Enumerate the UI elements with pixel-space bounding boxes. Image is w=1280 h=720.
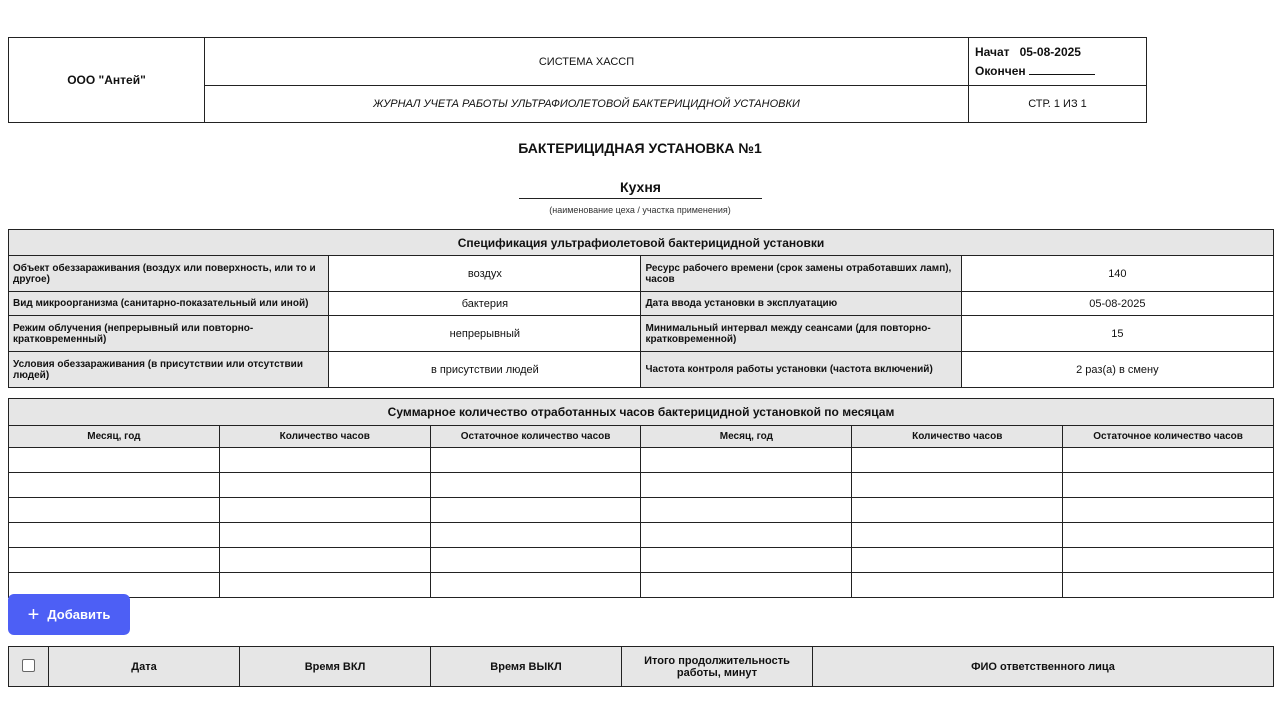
table-cell[interactable] [641,573,852,598]
hours-caption: Суммарное количество отработанных часов бактерицидной установкой по месяцам [9,399,1274,426]
spec-value: непрерывный [329,316,641,352]
table-cell[interactable] [430,523,641,548]
table-cell[interactable] [430,573,641,598]
table-cell[interactable] [9,473,220,498]
table-cell[interactable] [1063,573,1274,598]
started-date: 05-08-2025 [1019,44,1081,59]
table-cell[interactable] [852,473,1063,498]
spec-value: 15 [961,316,1273,352]
journal-dates [969,38,1147,86]
select-all-cell [9,647,49,687]
column-header-duration: Итого продолжительность работы, минут [622,647,813,687]
spec-label: Минимальный интервал между сеансами (для повторно-кратковременной) [641,316,961,352]
page-title: БАКТЕРИЦИДНАЯ УСТАНОВКА №1 [518,140,762,156]
spec-value: 140 [961,256,1273,292]
table-cell[interactable] [1063,448,1274,473]
spec-row [9,256,1274,292]
select-all-checkbox[interactable] [22,659,35,672]
column-header-responsible: ФИО ответственного лица [813,647,1274,687]
spec-row [9,316,1274,352]
log-table [8,646,1274,687]
table-cell[interactable] [219,523,430,548]
spec-label: Дата ввода установки в эксплуатацию [641,292,961,316]
table-cell[interactable] [430,498,641,523]
table-cell[interactable] [219,498,430,523]
spec-label: Частота контроля работы установки (частота включений) [641,352,961,388]
table-cell[interactable] [852,548,1063,573]
spec-label: Условия обеззараживания (в присутствии или отсутствии людей) [9,352,329,388]
table-row [9,548,1274,573]
spec-value: бактерия [329,292,641,316]
table-cell[interactable] [9,448,220,473]
table-cell[interactable] [219,573,430,598]
column-header-remaining: Остаточное количество часов [1063,426,1274,448]
table-cell[interactable] [430,473,641,498]
spec-value: в присутствии людей [329,352,641,388]
table-cell[interactable] [9,523,220,548]
column-header-time-on: Время ВКЛ [240,647,431,687]
table-cell[interactable] [1063,473,1274,498]
column-header-time-off: Время ВЫКЛ [431,647,622,687]
table-cell[interactable] [219,448,430,473]
table-cell[interactable] [1063,523,1274,548]
organization-name: ООО "Антей" [9,38,205,123]
table-cell[interactable] [9,498,220,523]
table-row [9,498,1274,523]
table-row [9,473,1274,498]
journal-title: ЖУРНАЛ УЧЕТА РАБОТЫ УЛЬТРАФИОЛЕТОВОЙ БАКТЕРИЦИДНОЙ УСТАНОВКИ [205,86,969,123]
table-cell[interactable] [852,498,1063,523]
spec-label: Объект обеззараживания (воздух или поверхность, или то и другое) [9,256,329,292]
table-cell[interactable] [641,448,852,473]
spec-value: 2 раз(а) в смену [961,352,1273,388]
table-cell[interactable] [1063,548,1274,573]
shop-hint: (наименование цеха / участка применения) [549,205,731,215]
table-cell[interactable] [641,548,852,573]
add-button[interactable] [8,594,130,635]
spec-label: Ресурс рабочего времени (срок замены отработавших ламп), часов [641,256,961,292]
table-cell[interactable] [219,548,430,573]
spec-value: воздух [329,256,641,292]
table-cell[interactable] [641,498,852,523]
plus-icon: + [27,603,40,626]
table-cell[interactable] [852,448,1063,473]
table-cell[interactable] [852,573,1063,598]
spec-label: Вид микроорганизма (санитарно-показательный или иной) [9,292,329,316]
spec-row [9,292,1274,316]
table-cell[interactable] [219,473,430,498]
table-cell[interactable] [641,523,852,548]
spec-label: Режим облучения (непрерывный или повторно-кратковременный) [9,316,329,352]
spec-row [9,352,1274,388]
column-header-month: Месяц, год [9,426,220,448]
column-header-date: Дата [49,647,240,687]
column-header-hours: Количество часов [852,426,1063,448]
page-number: СТР. 1 ИЗ 1 [969,86,1147,123]
monthly-hours-table [8,398,1274,598]
column-header-remaining: Остаточное количество часов [430,426,641,448]
spec-caption: Спецификация ультрафиолетовой бактерицидной установки [9,230,1274,256]
finished-label: Окончен [975,63,1026,78]
started-label: Начат [975,44,1010,59]
finished-date-blank [1029,63,1095,75]
table-cell[interactable] [852,523,1063,548]
table-row [9,523,1274,548]
column-header-hours: Количество часов [219,426,430,448]
column-header-month: Месяц, год [641,426,852,448]
system-name: СИСТЕМА ХАССП [205,38,969,86]
table-cell[interactable] [430,448,641,473]
table-row [9,573,1274,598]
table-row [9,448,1274,473]
spec-table [8,229,1274,388]
shop-name: Кухня [519,179,762,199]
document-header [8,37,1147,123]
table-cell[interactable] [9,548,220,573]
add-button-label: Добавить [47,607,111,622]
table-cell[interactable] [430,548,641,573]
spec-value: 05-08-2025 [961,292,1273,316]
table-cell[interactable] [641,473,852,498]
table-cell[interactable] [1063,498,1274,523]
